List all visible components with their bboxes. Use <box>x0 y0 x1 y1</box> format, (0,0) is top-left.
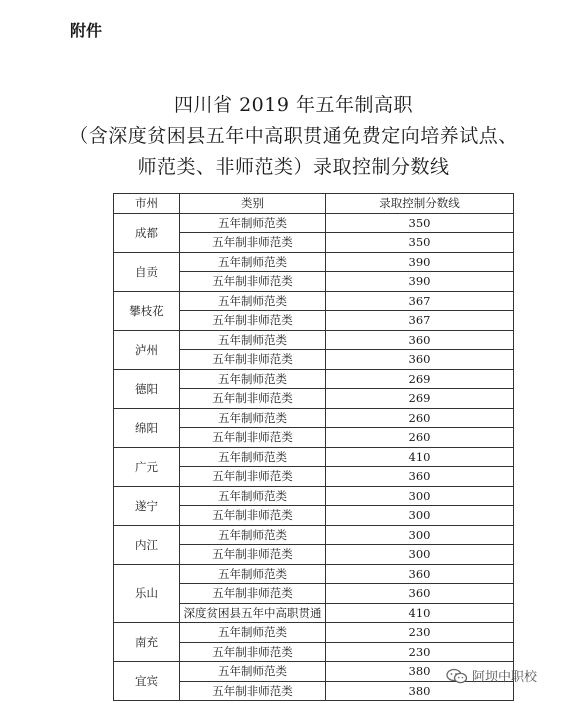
score-cell: 300 <box>326 486 514 506</box>
header-city: 市州 <box>114 194 180 214</box>
category-cell: 五年制师范类 <box>180 369 326 389</box>
score-cell: 300 <box>326 525 514 545</box>
score-cell: 230 <box>326 623 514 643</box>
city-cell: 攀枝花 <box>114 291 180 330</box>
score-cell: 380 <box>326 681 514 701</box>
category-cell: 五年制非师范类 <box>180 642 326 662</box>
city-cell: 宜宾 <box>114 662 180 701</box>
city-cell: 自贡 <box>114 252 180 291</box>
score-cell: 367 <box>326 311 514 331</box>
city-cell: 绵阳 <box>114 408 180 447</box>
city-cell: 成都 <box>114 213 180 252</box>
header-score: 录取控制分数线 <box>326 194 514 214</box>
category-cell: 五年制师范类 <box>180 408 326 428</box>
score-cell: 360 <box>326 584 514 604</box>
category-cell: 五年制非师范类 <box>180 467 326 487</box>
score-cell: 410 <box>326 603 514 623</box>
city-cell: 广元 <box>114 447 180 486</box>
category-cell: 五年制师范类 <box>180 525 326 545</box>
category-cell: 五年制师范类 <box>180 447 326 467</box>
category-cell: 五年制非师范类 <box>180 233 326 253</box>
category-cell: 五年制非师范类 <box>180 545 326 565</box>
score-cell: 269 <box>326 369 514 389</box>
header-row <box>114 194 514 214</box>
score-table-header <box>114 194 514 214</box>
table-row <box>114 564 514 584</box>
category-cell: 五年制师范类 <box>180 330 326 350</box>
category-cell: 五年制师范类 <box>180 213 326 233</box>
score-cell: 360 <box>326 350 514 370</box>
score-cell: 269 <box>326 389 514 409</box>
score-cell: 390 <box>326 272 514 292</box>
category-cell: 五年制非师范类 <box>180 506 326 526</box>
table-row <box>114 291 514 311</box>
score-cell: 260 <box>326 428 514 448</box>
score-cell: 367 <box>326 291 514 311</box>
city-cell: 乐山 <box>114 564 180 623</box>
category-cell: 五年制师范类 <box>180 252 326 272</box>
document-title-line-1: 四川省 2019 年五年制高职 <box>174 94 413 116</box>
score-cell: 360 <box>326 564 514 584</box>
score-cell: 390 <box>326 252 514 272</box>
score-cell: 300 <box>326 545 514 565</box>
city-cell: 泸州 <box>114 330 180 369</box>
table-row <box>114 623 514 643</box>
attachment-label: 附件 <box>70 21 103 40</box>
watermark <box>446 666 537 685</box>
category-cell: 五年制非师范类 <box>180 584 326 604</box>
score-cell: 350 <box>326 233 514 253</box>
table-row <box>114 252 514 272</box>
score-cell: 300 <box>326 506 514 526</box>
category-cell: 五年制非师范类 <box>180 350 326 370</box>
category-cell: 五年制非师范类 <box>180 681 326 701</box>
document-title-line-2: （含深度贫困县五年中高职贯通免费定向培养试点、 <box>69 125 518 147</box>
table-row <box>114 486 514 506</box>
category-cell: 五年制非师范类 <box>180 272 326 292</box>
score-cell: 350 <box>326 213 514 233</box>
document-title-line-3: 师范类、非师范类）录取控制分数线 <box>137 156 450 178</box>
table-row <box>114 369 514 389</box>
category-cell: 五年制非师范类 <box>180 428 326 448</box>
category-cell: 五年制师范类 <box>180 662 326 682</box>
watermark-text: 阿坝中职校 <box>472 670 538 685</box>
category-cell: 五年制非师范类 <box>180 311 326 331</box>
score-table <box>113 193 514 701</box>
header-category: 类别 <box>180 194 326 214</box>
score-cell: 260 <box>326 408 514 428</box>
table-row <box>114 330 514 350</box>
city-cell: 南充 <box>114 623 180 662</box>
category-cell: 五年制师范类 <box>180 564 326 584</box>
category-cell: 五年制师范类 <box>180 486 326 506</box>
city-cell: 遂宁 <box>114 486 180 525</box>
category-cell: 五年制师范类 <box>180 623 326 643</box>
score-cell: 380 <box>326 662 514 682</box>
city-cell: 内江 <box>114 525 180 564</box>
table-row <box>114 525 514 545</box>
table-row <box>114 213 514 233</box>
city-cell: 德阳 <box>114 369 180 408</box>
score-cell: 410 <box>326 447 514 467</box>
table-row <box>114 408 514 428</box>
category-cell: 五年制师范类 <box>180 291 326 311</box>
score-cell: 360 <box>326 467 514 487</box>
score-cell: 230 <box>326 642 514 662</box>
category-cell: 深度贫困县五年中高职贯通 <box>180 603 326 623</box>
table-row <box>114 447 514 467</box>
score-cell: 360 <box>326 330 514 350</box>
score-table-body <box>114 213 514 701</box>
category-cell: 五年制非师范类 <box>180 389 326 409</box>
wechat-icon <box>446 668 468 684</box>
